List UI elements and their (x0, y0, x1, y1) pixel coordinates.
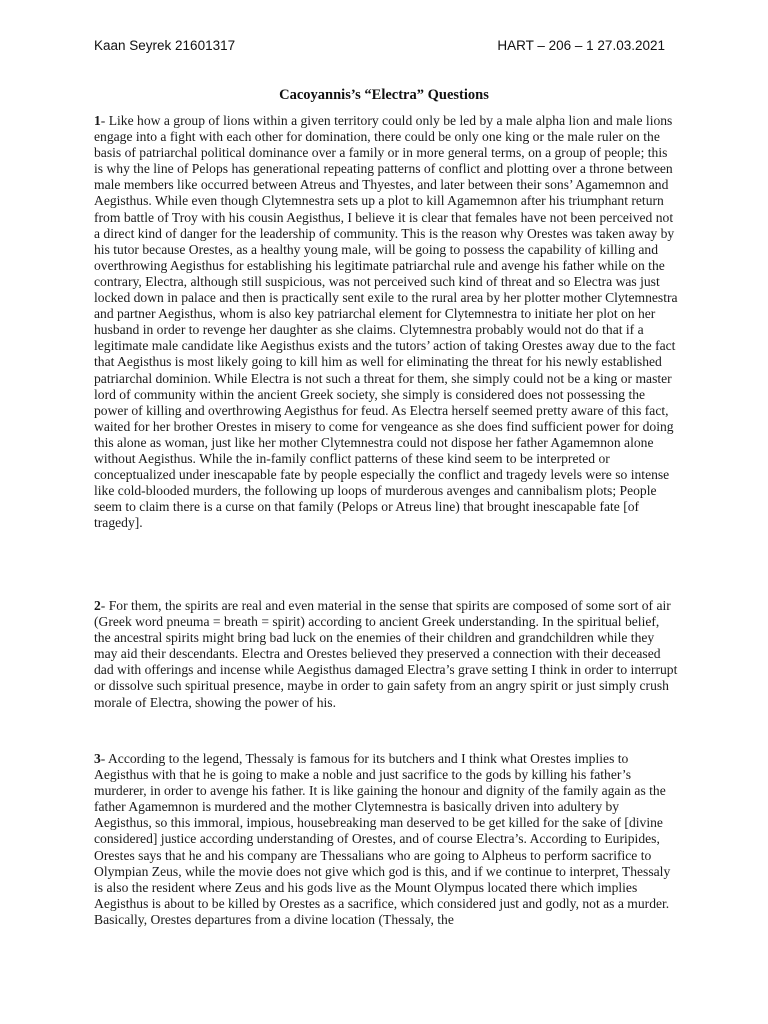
author-info: Kaan Seyrek 21601317 (94, 38, 236, 53)
answer-text: - Like how a group of lions within a given territory could only be led by a male alpha lion and male lions engage into a fight with each other for domination, there could be only one king or the male ruler on the basis of patriarchal political dominance over a family or in more general terms, on a group of people; this is why the line of Pelops has generational repeating patterns of conflict and plotting over a throne between male members like occurred between Atreus and Thyestes, and later between their sons’ Agamemnon and Aegisthus. While even though Clytemnestra sets up a plot to kill Agamemnon after his triumphant return from battle of Troy with his cousin Aegisthus, I believe it is clear that females have not been perceived not a direct kind of danger for the leadership of community. This is the reason why Orestes was taken away by his tutor because Orestes, as a healthy young male, will be going to possess the capability of killing and overthrowing Aegisthus for establishing his legitimate patriarchal rule and avenge his father while on the contrary, Electra, although still suspicious, was not perceived such kind of threat and so Electra was just locked down in palace and then is practically sent exile to the rural area by her plotter mother Clytemnestra and partner Aegisthus, whom is also key patriarchal element for Clytemnestra to initiate her plot on her husband in order to revenge her daughter as she claims. Clytemnestra probably would not do that if a legitimate male candidate like Aegisthus exists and the tutors’ action of taking Orestes away due to the fact that Aegisthus is most likely going to kill him as well for eliminating the threat for his newly established patriarchal dominion. While Electra is not such a threat for them, she simply could not be a king or master lord of community within the ancient Greek society, she simply is considered does not possessing the power of killing and overthrowing Aegisthus for feud. As Electra herself seemed pretty aware of this fact, waited for her brother Orestes in misery to come for vengeance as she does find sufficient power for doing this alone as woman, just like her mother Clytemnestra could not dispose her father Agamemnon alone without Aegisthus. While the in-family conflict patterns of these kind seem to be interpreted or conceptualized under inescapable fate by people especially the conflict and tragedy levels were so intense like cold-blooded murders, the following up loops of murderous avenges and cannibalism plots; People seem to claim there is a curse on that family (Pelops or Atreus line) that brought inescapable fate [of tragedy]. (94, 113, 678, 531)
page-title: Cacoyannis’s “Electra” Questions (279, 87, 489, 103)
answer-paragraph-2 (94, 598, 678, 711)
course-info: HART – 206 – 1 27.03.2021 (497, 38, 665, 53)
answer-paragraph-3 (94, 751, 678, 928)
answer-text: - For them, the spirits are real and even material in the sense that spirits are composed of some sort of air (Greek word pneuma = breath = spirit) according to ancient Greek understanding. In the spiritual belief, the ancestral spirits might bring bad luck on the enemies of their children and grandchildren while they may aid their descendants. Electra and Orestes believed they preserved a connection with their deceased dad with offerings and incense while Aegisthus damaged Electra’s grave setting I think in order to interrupt or dissolve such spiritual presence, maybe in order to gain safety from an angry spirit or just simply crush morale of Electra, showing the power of his. (94, 598, 678, 710)
answer-paragraph-1 (94, 113, 678, 531)
answer-text: - According to the legend, Thessaly is famous for its butchers and I think what Orestes implies to Aegisthus with that he is going to make a noble and just sacrifice to the gods by killing his father’s murderer, in order to avenge his father. It is like gaining the honour and dignity of the family again as the father Agamemnon is murdered and the mother Clytemnestra is basically driven into adultery by Aegisthus, so this immoral, impious, housebreaking man deserved to be get killed for the sake of [divine considered] justice according understanding of Orestes, and of course Electra’s. According to Euripides, Orestes says that he and his company are Thessalians who are going to Alpheus to perform sacrifice to Olympian Zeus, while the movie does not give which god is this, and if we continue to interpret, Thessaly is also the resident where Zeus and his gods live as the Mount Olympus located there which implies Aegisthus is about to be killed by Orestes as a sacrifice, which considered just and godly, not as a murder. Basically, Orestes departures from a divine location (Thessaly, the (94, 751, 671, 927)
page-header (94, 38, 665, 58)
answer-number: 1 (94, 113, 101, 128)
answer-number: 3 (94, 751, 101, 766)
answer-number: 2 (94, 598, 101, 613)
